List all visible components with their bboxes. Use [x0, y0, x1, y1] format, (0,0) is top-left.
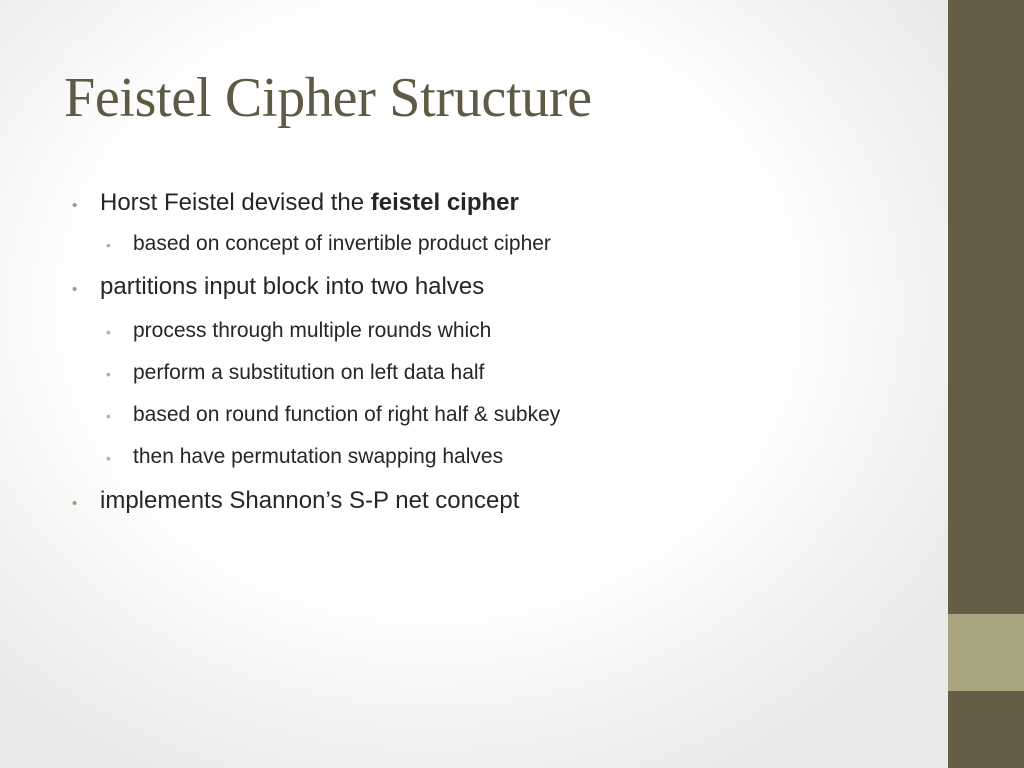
bullet-text: based on concept of invertible product cipher — [133, 232, 551, 255]
bullet-text: implements Shannon’s S-P net concept — [100, 487, 520, 514]
sub-bullet-item — [72, 400, 932, 431]
bullet-text-prefix: Horst Feistel devised the — [100, 189, 371, 216]
bullet-dot-icon: • — [106, 450, 111, 466]
bullet-item — [72, 186, 932, 223]
bullet-dot-icon: • — [106, 366, 111, 382]
decorative-sidebar-accent — [948, 614, 1024, 691]
bullet-item — [72, 484, 932, 521]
bullet-dot-icon: • — [106, 324, 111, 340]
bullet-dot-icon: • — [72, 197, 78, 214]
bullet-text-bold: feistel cipher — [370, 189, 519, 216]
bullet-text: based on round function of right half & subkey — [133, 403, 561, 426]
bullet-dot-icon: • — [72, 495, 78, 512]
bullet-text — [100, 186, 519, 220]
bullet-text: then have permutation swapping halves — [133, 445, 504, 468]
bullet-text: process through multiple rounds which — [133, 319, 492, 342]
sub-bullet-item — [72, 316, 932, 347]
bullet-dot-icon: • — [72, 281, 78, 298]
bullet-dot-icon: • — [106, 408, 111, 424]
bullet-text: partitions input block into two halves — [100, 273, 485, 300]
bullet-item — [72, 270, 932, 307]
bullet-text: perform a substitution on left data half — [133, 361, 485, 384]
sub-bullet-item — [72, 442, 932, 473]
slide-title: Feistel Cipher Structure — [64, 67, 592, 129]
sub-bullet-item — [72, 229, 932, 260]
bullet-dot-icon: • — [106, 237, 111, 253]
sub-bullet-item — [72, 358, 932, 389]
bullet-list — [72, 186, 932, 521]
